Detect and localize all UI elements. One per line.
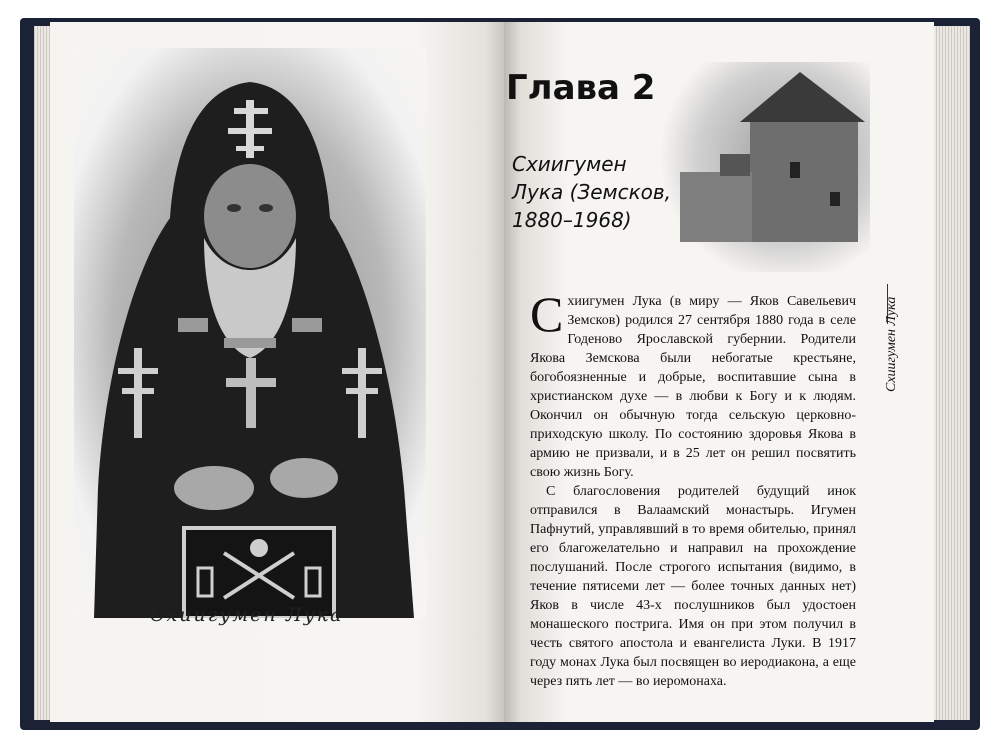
paragraph — [530, 286, 856, 482]
drop-cap: С — [530, 286, 564, 342]
photo-caption: Схиигумен Лука — [150, 604, 344, 626]
chapter-subtitle — [512, 150, 692, 234]
portrait-illustration — [74, 48, 426, 618]
paragraph-text: хиигумен Лука (в миру — Яков Савельевич Земсков) родился 27 сентября 1880 года в селе Годеново Ярославской губернии. Родители Якова Земскова были небогатые крестьяне, богобоязненные и добрые, воспитавшие сына в христианском духе — в любви к Богу и к людям. Окончил он обычную тогда сельскую церковно-приходскую школу. По состоянию здоровья Якова в армию не призвали, и в 25 лет он решил посвятить свою жизнь Богу. — [530, 294, 856, 480]
running-head — [858, 296, 899, 392]
subtitle-line: Лука (Земсков, — [512, 180, 672, 204]
subtitle-line: Схиигумен — [512, 152, 627, 176]
running-head-text: Схиигумен Лука — [884, 296, 899, 392]
body-text — [530, 286, 856, 691]
right-page-edges — [934, 26, 970, 720]
chapter-title: Глава 2 — [506, 68, 656, 108]
monk-portrait-photo — [74, 48, 426, 618]
paragraph: С благословения родителей будущий инок отправился в Валаамский монастырь. Игумен Пафнутий, управлявший в то время обителью, принял его благожелательно и направил на прохождение послушаний. После строгого испытания (видимо, в течение пятисеми лет — более точных данных нет) Яков в числе 43-х послушников был удостоен монашеского пострига. Имя он при этом получил в честь святого апостола и евангелиста Луки. В 1917 году монах Лука был посвящен во иеродиакона, а еще через пять лет — во иеромонаха. — [530, 484, 856, 689]
subtitle-line: 1880–1968) — [512, 208, 632, 232]
